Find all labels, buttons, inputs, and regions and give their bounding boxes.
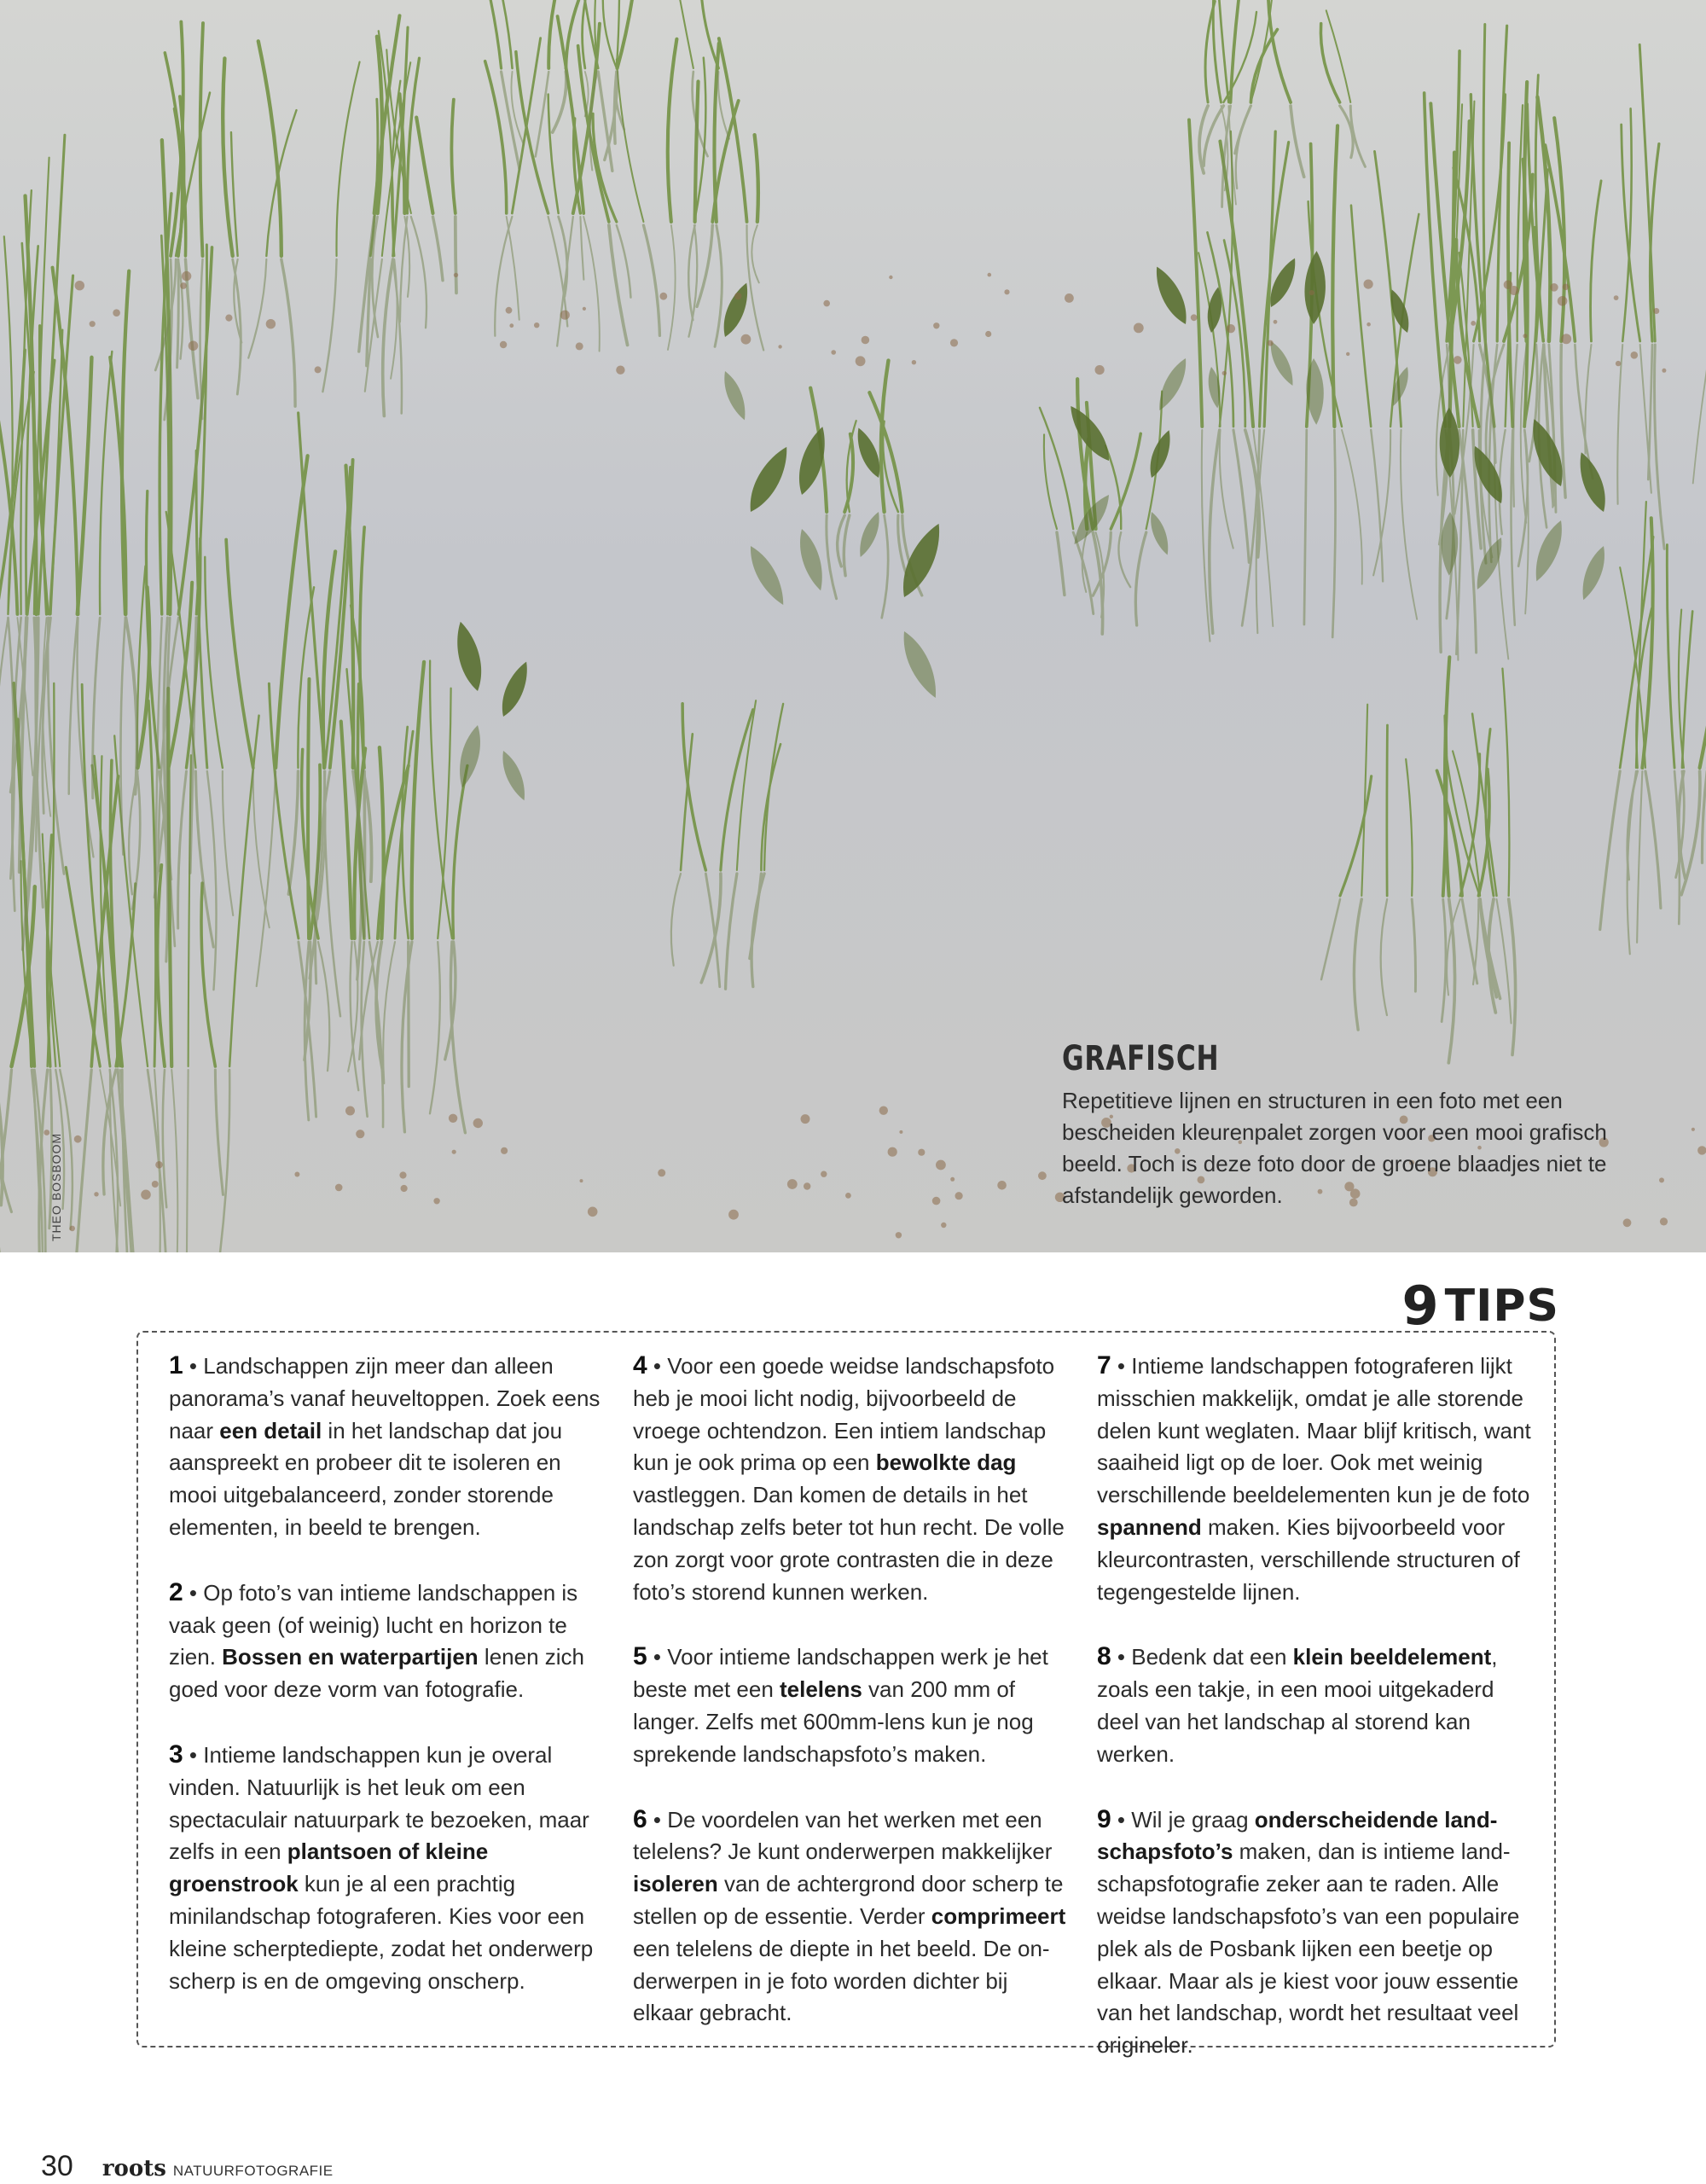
tips-column-1 (169, 1350, 604, 2030)
floating-seed (454, 273, 458, 277)
floating-seed (1222, 371, 1227, 375)
tip-emphasis: telelens (780, 1676, 862, 1703)
floating-seed (1268, 340, 1274, 346)
floating-seed (862, 336, 870, 345)
tip-number: 8 (1097, 1642, 1111, 1671)
floating-seed (1454, 356, 1462, 364)
floating-seed (74, 1136, 82, 1143)
tip-item: 8 • Bedenk dat een klein beeldelement, zoals een takje, in een mooi uitgekaderd deel van het landschap al storend kan werken. (1097, 1642, 1498, 1767)
floating-seed (576, 342, 583, 350)
floating-seed (1227, 324, 1235, 333)
floating-seed (580, 1179, 583, 1182)
floating-seed (778, 345, 781, 348)
floating-seed (932, 1197, 941, 1205)
floating-seed (449, 1114, 457, 1123)
floating-seed (831, 350, 836, 355)
photo-credit: THEO BOSBOOM (49, 1132, 63, 1241)
floating-seed (1364, 280, 1373, 289)
tip-number: 3 (169, 1740, 183, 1769)
tip-emphasis: comprimeert (931, 1902, 1066, 1929)
floating-seed (889, 276, 892, 279)
floating-seed (804, 1182, 810, 1189)
floating-seed (988, 273, 992, 277)
floating-seed (294, 1172, 299, 1177)
floating-seed (896, 1232, 902, 1238)
floating-seed (189, 341, 199, 351)
floating-seed (1004, 289, 1009, 294)
floating-seed (1653, 308, 1659, 314)
floating-seed (94, 1192, 98, 1196)
floating-seed (506, 307, 513, 314)
floating-seed (985, 331, 991, 337)
floating-seed (821, 1171, 827, 1177)
floating-seed (1346, 352, 1349, 356)
floating-seed (152, 1181, 159, 1188)
tips-label: TIPS (1444, 1280, 1559, 1332)
reed-stroke (308, 679, 309, 938)
floating-seed (180, 282, 187, 289)
tip-emphasis: onderscheidende landschapsfoto’s (1097, 1806, 1498, 1865)
floating-seed (941, 1223, 946, 1228)
tip-number: 4 (633, 1351, 647, 1380)
floating-seed (113, 309, 120, 317)
floating-seed (658, 1169, 665, 1176)
floating-seed (356, 1130, 364, 1138)
floating-seed (225, 315, 232, 322)
tips-column-3 (1097, 1350, 1532, 2094)
floating-seed (845, 1193, 851, 1199)
floating-seed (1691, 1128, 1695, 1131)
tip-emphasis: isoleren (633, 1871, 718, 1897)
tips-heading (1401, 1275, 1559, 1337)
tip-item: 4 • Voor een goede weidse landschapsfoto heb je mooi licht nodig, bijvoorbeeld de vroege ochtendzon. Een intiem landschap kun je ook prima op een bewolkte dag vastleggen. Dan komen de details in het landschap zelfs beter tot hun recht. De volle zon zorgt voor grote contrasten die in deze foto’s storend kunnen werken. (633, 1351, 1065, 1605)
floating-seed (345, 1107, 355, 1116)
floating-seed (1558, 296, 1568, 306)
tip-item: 6 • De voordelen van het werken met een telelens? Je kunt onderwerpen makkelijker isoleren van de achtergrond door scherp te stellen op de essentie. Verder comprimeert een telelens de diepte in het beeld. De onderwerpen in je foto worden dichter bij elkaar gebracht. (633, 1804, 1066, 2026)
floating-seed (501, 1147, 508, 1154)
floating-seed (950, 1177, 955, 1182)
floating-seed (1660, 1217, 1668, 1225)
tip-number: 2 (169, 1577, 183, 1606)
floating-seed (75, 281, 84, 290)
tips-column-2 (633, 1350, 1068, 2062)
tip-emphasis: Bossen en waterpartijen (222, 1644, 479, 1670)
floating-seed (266, 319, 276, 328)
floating-seed (1367, 322, 1371, 327)
floating-seed (1623, 1218, 1632, 1227)
tip-item: 5 • Voor intieme landschappen werk je het beste met een telelens van 200 mm of langer. Zelfs met 600mm-lens kun je nog sprekende landschapsfoto’s maken. (633, 1642, 1048, 1767)
floating-seed (1662, 369, 1666, 373)
floating-seed (588, 1207, 598, 1217)
floating-seed (473, 1118, 483, 1128)
floating-seed (560, 311, 570, 320)
tip-emphasis: plantsoen of kleine groenstrook (169, 1838, 489, 1897)
floating-seed (1550, 283, 1558, 292)
floating-seed (1191, 314, 1198, 321)
caption-title: GRAFISCH (1062, 1039, 1220, 1078)
floating-seed (335, 1184, 343, 1192)
floating-seed (997, 1181, 1007, 1190)
floating-seed (1561, 334, 1571, 344)
tip-number: 7 (1097, 1351, 1111, 1380)
floating-seed (1631, 351, 1639, 359)
floating-seed (90, 321, 96, 327)
floating-seed (1095, 365, 1105, 375)
floating-seed (616, 366, 624, 375)
tip-number: 1 (169, 1351, 183, 1380)
floating-seed (182, 271, 191, 281)
floating-seed (433, 1198, 439, 1204)
floating-seed (399, 1171, 406, 1178)
floating-seed (787, 1179, 798, 1189)
floating-seed (69, 1226, 75, 1232)
tip-item: 2 • Op foto’s van intieme landschappen is vaak geen (of weinig) lucht en horizon te zien. Bossen en waterpartijen lenen zich goed voor deze vorm van fotografie. (169, 1577, 585, 1703)
floating-seed (1309, 290, 1314, 295)
floating-seed (1616, 361, 1621, 366)
floating-seed (741, 334, 751, 345)
floating-seed (1274, 320, 1278, 324)
floating-seed (1509, 286, 1518, 295)
floating-seed (879, 1107, 888, 1115)
floating-seed (912, 360, 916, 364)
floating-seed (509, 323, 514, 328)
tip-item: 9 • Wil je graag onderscheidende landschapsfoto’s maken, dan is intieme landschapsfotografie zeker aan te raden. Alle weidse landschapsfoto’s van een populaire plek als de Posbank lijken een beetje op elkaar. Maar als je kiest voor jouw essentie van het landschap, wordt het resultaat veel origineler. (1097, 1804, 1520, 2059)
page-footer (41, 2150, 334, 2183)
floating-seed (1134, 323, 1144, 334)
tip-emphasis: bewolkte dag (875, 1449, 1017, 1476)
floating-seed (734, 293, 741, 299)
tip-number: 9 (1097, 1804, 1111, 1833)
floating-seed (155, 1161, 163, 1169)
floating-seed (955, 1192, 963, 1199)
tip-item: 3 • Intieme landschappen kun je overal vinden. Natuurlijk is het leuk om een spectaculair natuurpark te bezoeken, maar zelfs in een plantsoen of kleine groenstrook kun je al een prachtig minilandschap fotograferen. Kies voor een kleine scherptediepte, zodat het onderwerp scherp is en de omgeving onscherp. (169, 1740, 594, 1994)
floating-seed (1065, 293, 1074, 303)
floating-seed (500, 341, 507, 348)
floating-seed (1038, 1171, 1047, 1180)
tip-emphasis: klein beeldelement (1292, 1644, 1492, 1670)
floating-seed (401, 1185, 408, 1192)
floating-seed (801, 1114, 810, 1124)
floating-seed (888, 1147, 897, 1157)
floating-seed (856, 356, 866, 366)
floating-seed (1614, 295, 1619, 300)
floating-seed (950, 339, 958, 346)
floating-seed (1563, 284, 1570, 291)
reed-stroke (177, 259, 179, 368)
floating-seed (452, 1150, 456, 1154)
floating-seed (899, 1130, 902, 1134)
floating-seed (936, 1160, 946, 1170)
floating-seed (141, 1190, 151, 1200)
floating-seed (659, 293, 667, 300)
photo-caption (1062, 1039, 1608, 1211)
tip-item: 1 • Landschappen zijn meer dan alleen panorama’s vanaf heuveltoppen. Zoek eens naar een detail in het landschap dat jou aanspreekt en probeer dit te isoleren en mooi uitgebalanceerd, zonder storende elementen, in beeld te brengen. (169, 1351, 601, 1540)
floating-seed (1523, 334, 1527, 338)
floating-seed (1471, 321, 1476, 326)
tip-item: 7 • Intieme landschappen fotograferen lijkt misschien makkelijk, omdat je alle storende delen kunt weglaten. Maar blijf kritisch, want saaiheid ligt op de loer. Ook met weinig verschillende beeldelementen kun je de foto spannend maken. Kies bijvoorbeeld voor kleurcontrasten, verschillende structuren of tegengestelde lijnen. (1097, 1351, 1531, 1605)
tips-box (136, 1331, 1556, 2059)
floating-seed (583, 307, 586, 311)
section-name: NATUURFOTOGRAFIE (172, 2163, 334, 2179)
floating-seed (933, 322, 939, 328)
floating-seed (1659, 1177, 1664, 1182)
reed-stroke (1387, 725, 1388, 896)
floating-seed (534, 322, 539, 328)
page-number: 30 (41, 2150, 73, 2182)
tips-count: 9 (1401, 1275, 1440, 1337)
tip-emphasis: een detail (219, 1417, 322, 1443)
caption-body: Repetitieve lijnen en structuren in een foto met een bescheiden kleurenpalet zorgen voor een mooi grafisch beeld. Toch is deze foto door de groene blaadjes niet te afstandelijk geworden. (1062, 1088, 1607, 1208)
floating-seed (918, 1149, 925, 1156)
floating-seed (823, 300, 830, 307)
floating-seed (315, 366, 322, 373)
magazine-brand: roots (102, 2156, 166, 2181)
tip-number: 5 (633, 1642, 647, 1671)
floating-seed (728, 1210, 739, 1220)
tip-emphasis: spannend (1097, 1513, 1202, 1540)
tip-number: 6 (633, 1804, 647, 1833)
